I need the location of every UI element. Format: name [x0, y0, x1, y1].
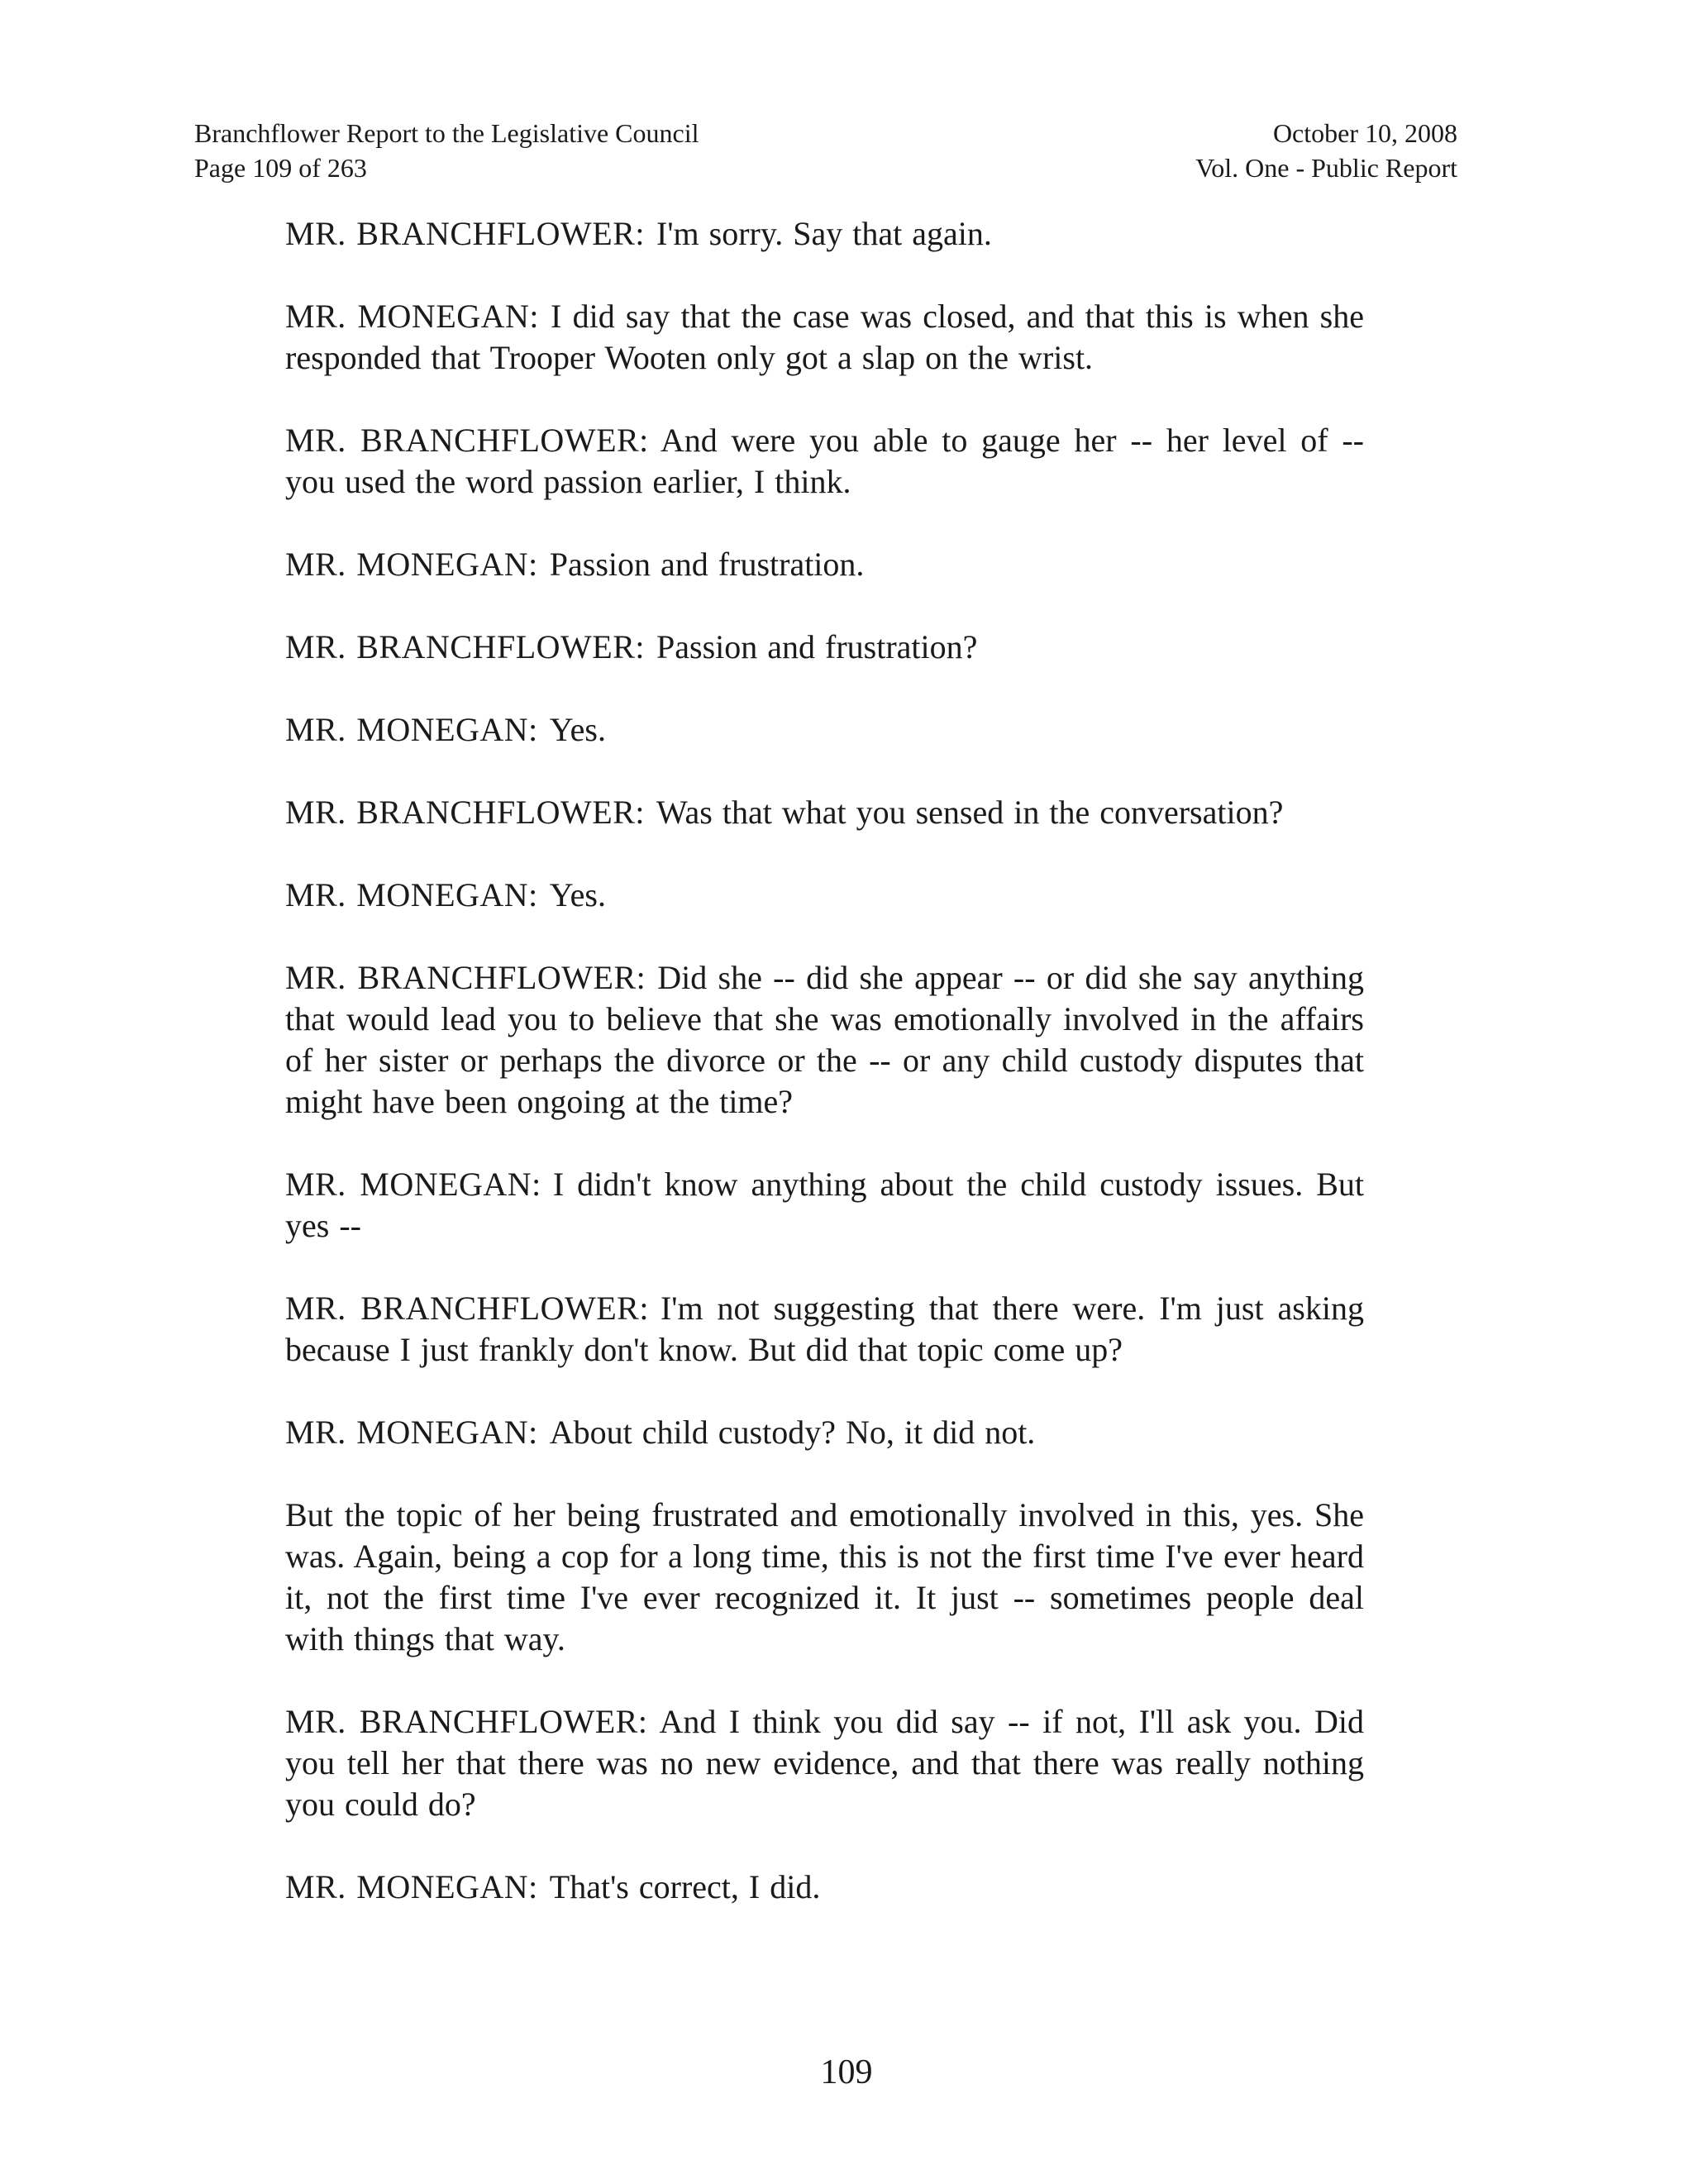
- statement-text: Passion and frustration?: [656, 628, 978, 665]
- speaker-label: MR. MONEGAN:: [285, 1166, 541, 1203]
- page-number: 109: [820, 2053, 873, 2091]
- report-date: October 10, 2008: [1272, 118, 1457, 148]
- transcript-paragraph: [285, 213, 1364, 255]
- speaker-label: MR. BRANCHFLOWER:: [285, 628, 645, 665]
- speaker-label: MR. MONEGAN:: [285, 298, 540, 335]
- speaker-label: MR. BRANCHFLOWER:: [285, 1703, 648, 1740]
- statement-text: And were you able to gauge her -- her level of -- you used the word passion earlier, I think.: [285, 422, 1365, 500]
- speaker-label: MR. BRANCHFLOWER:: [285, 794, 645, 831]
- transcript-paragraph: [285, 296, 1364, 379]
- statement-text: That's correct, I did.: [549, 1868, 821, 1905]
- report-volume: Vol. One - Public Report: [1195, 153, 1457, 183]
- transcript-paragraph: [285, 792, 1364, 833]
- transcript-paragraph: [285, 1495, 1364, 1660]
- statement-text: Yes.: [549, 876, 606, 913]
- statement-text: About child custody? No, it did not.: [549, 1414, 1036, 1451]
- statement-text: Passion and frustration.: [549, 546, 865, 583]
- transcript-paragraph: [285, 420, 1364, 503]
- speaker-label: MR. MONEGAN:: [285, 1868, 538, 1905]
- statement-text: Was that what you sensed in the conversation?: [656, 794, 1284, 831]
- header-left: [194, 116, 699, 185]
- transcript-paragraph: [285, 544, 1364, 585]
- header-right: [1195, 116, 1457, 185]
- transcript-paragraph: [285, 1412, 1364, 1453]
- transcript-paragraph: [285, 1288, 1364, 1371]
- transcript-paragraph: [285, 627, 1364, 668]
- statement-text: And I think you did say -- if not, I'll ask you. Did you tell her that there was no new evidence, and that there was really nothing you could do?: [285, 1703, 1364, 1823]
- transcript-paragraph: [285, 709, 1364, 751]
- statement-text: I'm not suggesting that there were. I'm just asking because I just frankly don't know. But did that topic come up?: [285, 1290, 1364, 1368]
- transcript-paragraph: [285, 1164, 1364, 1247]
- speaker-label: MR. MONEGAN:: [285, 876, 538, 913]
- page-count: Page 109 of 263: [194, 153, 367, 183]
- statement-text: Did she -- did she appear -- or did she say anything that would lead you to believe that she was emotionally involved in the affairs of her sister or perhaps the divorce or the -- or any child custody disputes that might have been ongoing at the time?: [285, 959, 1365, 1120]
- transcript-paragraph: [285, 1701, 1364, 1825]
- transcript-paragraph: [285, 875, 1364, 916]
- speaker-label: MR. BRANCHFLOWER:: [285, 959, 646, 996]
- statement-text: I did say that the case was closed, and that this is when she responded that Trooper Wooten only got a slap on the wrist.: [285, 298, 1364, 376]
- statement-text: I didn't know anything about the child custody issues. But yes --: [285, 1166, 1364, 1244]
- statement-text: But the topic of her being frustrated and emotionally involved in this, yes. She was. Again, being a cop for a long time, this is not the first time I've ever heard it, not the first time I've ever recognized it. It just -- sometimes people deal with things that way.: [285, 1496, 1364, 1657]
- speaker-label: MR. MONEGAN:: [285, 1414, 538, 1451]
- statement-text: I'm sorry. Say that again.: [656, 215, 992, 252]
- speaker-label: MR. BRANCHFLOWER:: [285, 215, 645, 252]
- report-title: Branchflower Report to the Legislative Council: [194, 118, 699, 148]
- transcript-paragraph: [285, 1867, 1364, 1908]
- transcript-body: [285, 213, 1364, 1949]
- transcript-paragraph: [285, 957, 1364, 1123]
- statement-text: Yes.: [549, 711, 606, 748]
- speaker-label: MR. MONEGAN:: [285, 546, 538, 583]
- speaker-label: MR. BRANCHFLOWER:: [285, 1290, 649, 1327]
- speaker-label: MR. BRANCHFLOWER:: [285, 422, 649, 459]
- speaker-label: MR. MONEGAN:: [285, 711, 538, 748]
